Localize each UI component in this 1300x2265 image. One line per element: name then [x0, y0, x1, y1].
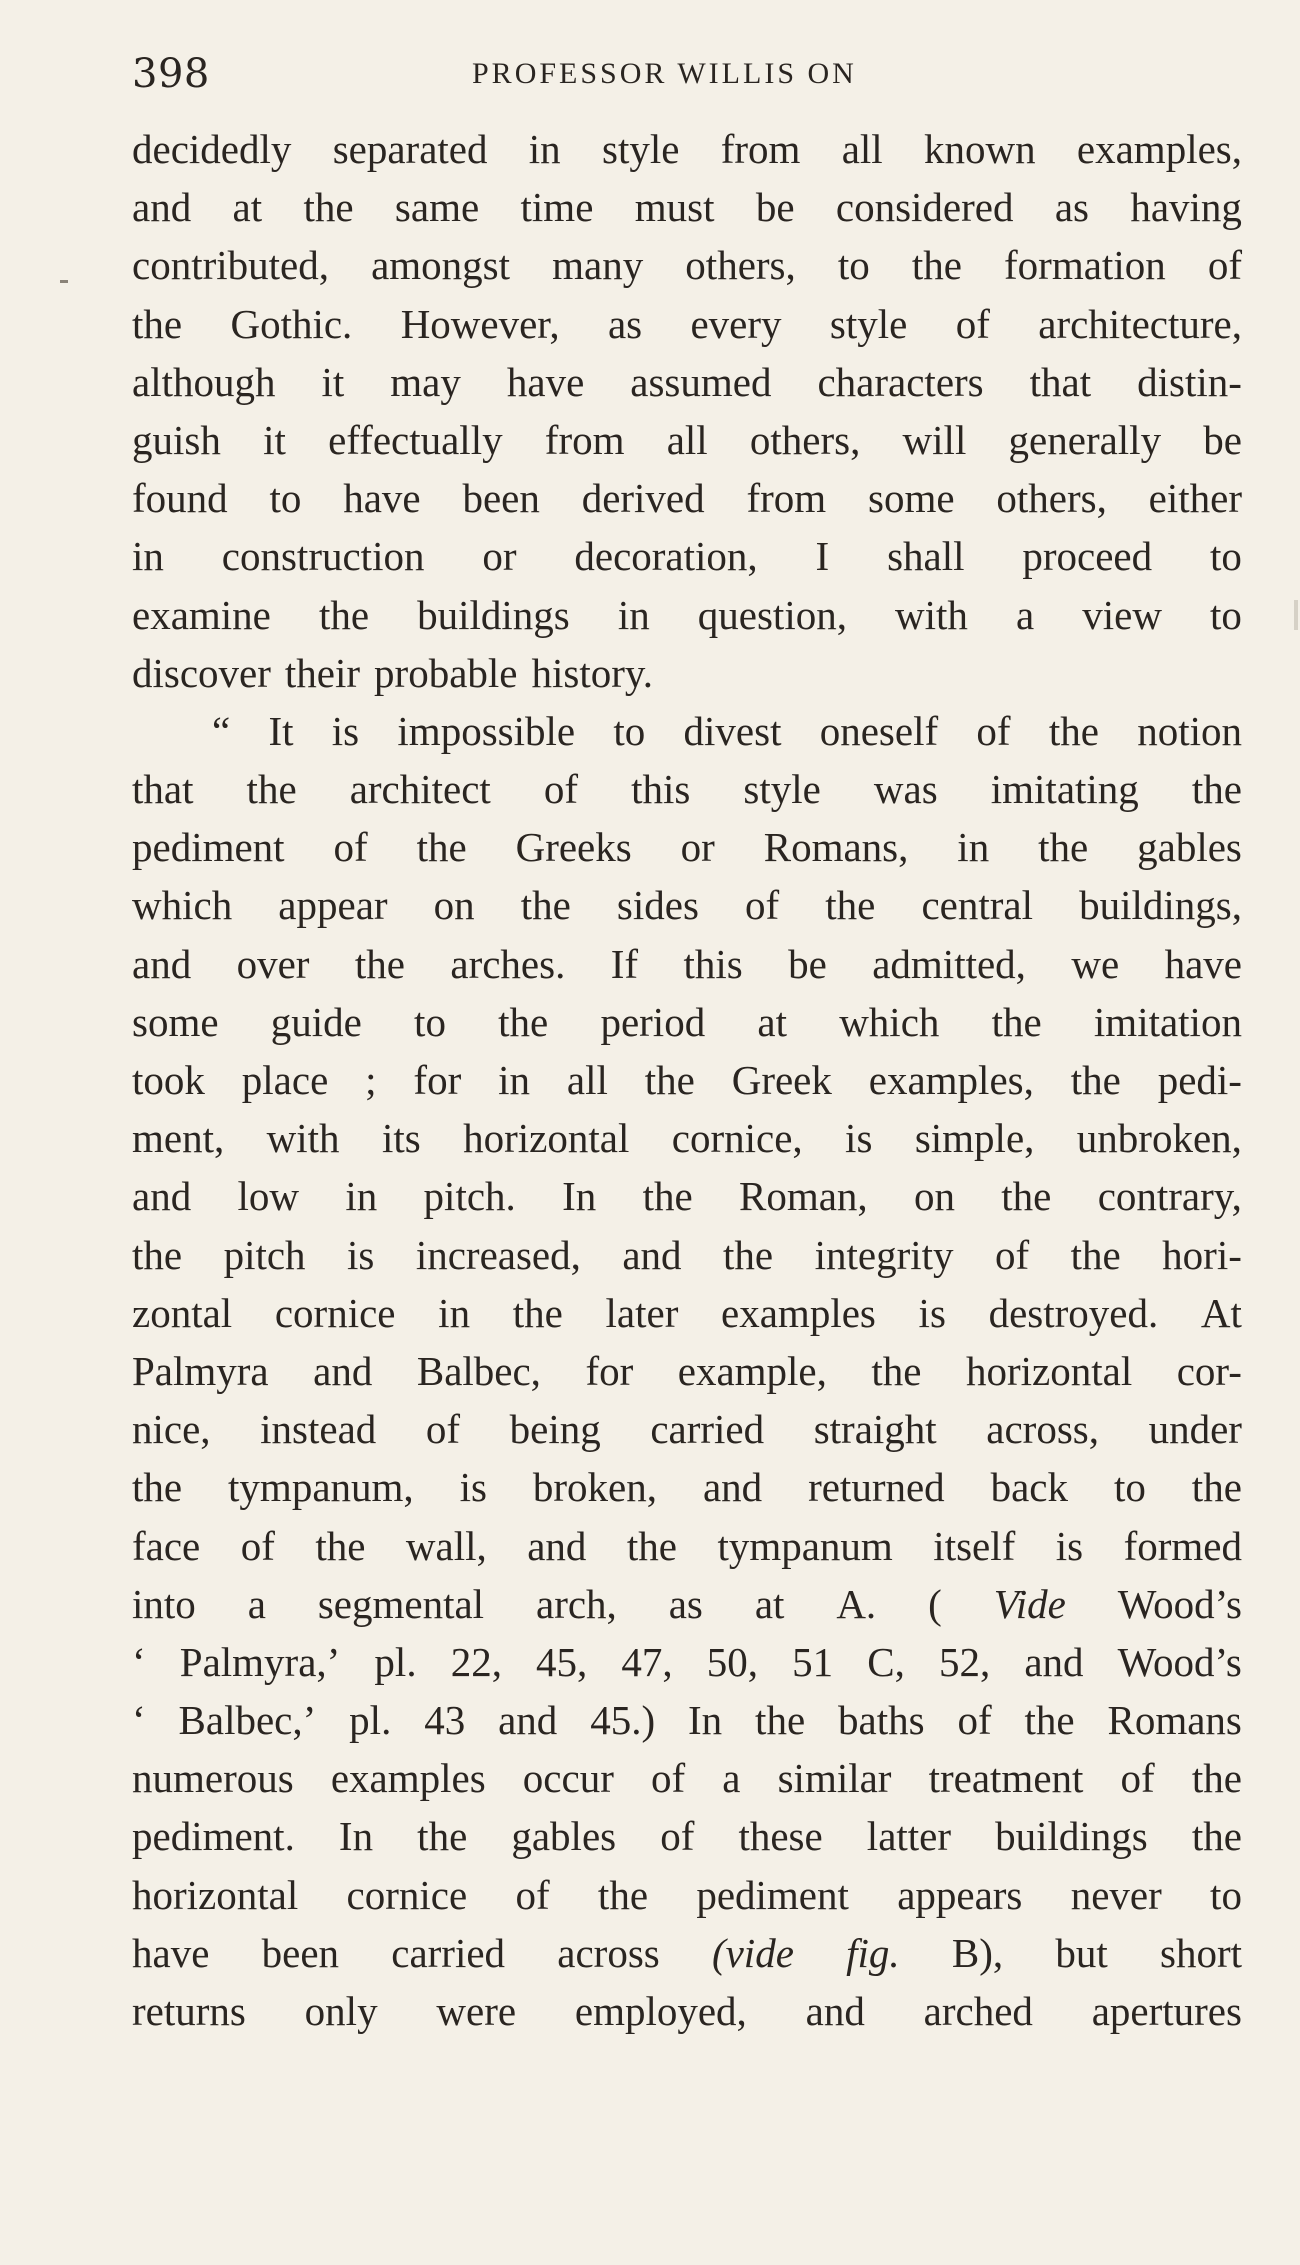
text-line: returns only were employed, and arched apertures — [132, 1988, 1242, 2034]
text-line: the tympanum, is broken, and returned back to the — [132, 1464, 1242, 1511]
text-line: face of the wall, and the tympanum itself is formed — [132, 1522, 1242, 1569]
text-line: which appear on the sides of the central buildings, — [132, 882, 1242, 929]
text-line: some guide to the period at which the imitation — [132, 998, 1242, 1045]
text-line: pediment of the Greeks or Romans, in the gables — [132, 824, 1242, 871]
text-line: examine the buildings in question, with a view to — [132, 591, 1242, 638]
text-line: that the architect of this style was imitating the — [132, 766, 1242, 813]
text-line: discover their probable history. — [132, 649, 653, 696]
text-line: have been carried across (vide fig. B), but short — [132, 1929, 1242, 1976]
text-line: guish it effectually from all others, will generally be — [132, 416, 1242, 463]
text-line: ment, with its horizontal cornice, is simple, unbroken, — [132, 1115, 1242, 1162]
text-line: found to have been derived from some others, either — [132, 475, 1242, 522]
text-line: pediment. In the gables of these latter buildings the — [132, 1813, 1242, 1860]
text-line: and over the arches. If this be admitted, we have — [132, 940, 1242, 987]
text-line: the pitch is increased, and the integrity of the hori- — [132, 1231, 1242, 1278]
body-text — [132, 120, 1242, 2040]
text-line: and low in pitch. In the Roman, on the contrary, — [132, 1173, 1242, 1220]
running-head: PROFESSOR WILLIS ON — [472, 57, 857, 90]
text-line: into a segmental arch, as at A. ( Vide Wood’s — [132, 1580, 1242, 1627]
text-line: numerous examples occur of a similar treatment of the — [132, 1755, 1242, 1802]
text-line: zontal cornice in the later examples is destroyed. At — [132, 1289, 1242, 1336]
margin-mark — [60, 280, 68, 283]
text-line: in construction or decoration, I shall proceed to — [132, 533, 1242, 580]
text-line: ‘ Palmyra,’ pl. 22, 45, 47, 50, 51 C, 52, and Wood’s — [132, 1638, 1242, 1685]
text-line: contributed, amongst many others, to the formation of — [132, 242, 1242, 289]
text-line: and at the same time must be considered as having — [132, 184, 1242, 231]
text-line: “ It is impossible to divest oneself of the notion — [212, 707, 1242, 754]
text-line: nice, instead of being carried straight across, under — [132, 1406, 1242, 1453]
page-number: 398 — [132, 51, 210, 97]
text-line: although it may have assumed characters that distin- — [132, 358, 1242, 405]
text-line: the Gothic. However, as every style of architecture, — [132, 300, 1242, 347]
text-line: took place ; for in all the Greek examples, the pedi- — [132, 1057, 1242, 1103]
edge-mark — [1294, 600, 1298, 630]
text-line: Palmyra and Balbec, for example, the horizontal cor- — [132, 1347, 1242, 1394]
text-line: horizontal cornice of the pediment appears never to — [132, 1871, 1242, 1918]
text-line: ‘ Balbec,’ pl. 43 and 45.) In the baths of the Romans — [132, 1697, 1242, 1744]
text-line: decidedly separated in style from all known examples, — [132, 126, 1242, 172]
page-header — [132, 44, 1262, 104]
